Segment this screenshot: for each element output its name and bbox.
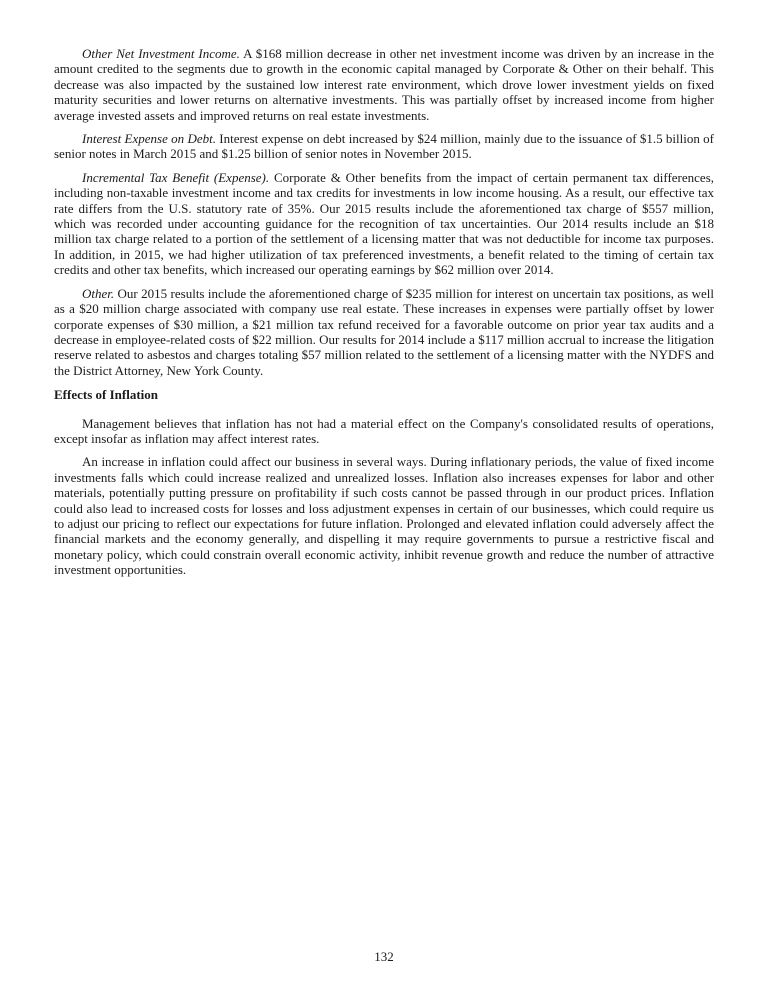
paragraph-text: Interest expense on debt increased by $24 million, mainly due to the issuance of $1.5 billion of senior notes in March 2015 and $1.25 billion of senior notes in November 2015. [54, 131, 715, 162]
paragraph-text: Our 2015 results include the aforementioned charge of $235 million for interest on uncertain tax positions, as well as a $20 million charge associated with company use real estate. These increases in expenses were partially offset by lower corporate expenses of $30 million, a $21 million tax refund received for a favorable outcome on prior year tax audits and a decrease in employee-related costs of $22 million. Our results for 2014 include a $117 million accrual to increase the litigation reserve related to asbestos and charges totaling $57 million related to the settlement of a licensing matter with the NYDFS and the District Attorney, New York County. [54, 285, 714, 378]
paragraph-other [54, 286, 714, 378]
paragraph-interest-expense-on-debt [54, 131, 714, 162]
paragraph-text: A $168 million decrease in other net investment income was driven by an increase in the amount credited to the segments due to growth in the economic capital managed by Corporate & Other on their behalf. This decrease was also impacted by the sustained low interest rate environment, which drove lower investment yields on fixed maturity securities and lower returns on alternative investments. This was partially offset by increased income from higher average invested assets and improved returns on real estate investments. [54, 46, 714, 123]
paragraph-other-net-investment-income [54, 46, 714, 123]
paragraph-text: Corporate & Other benefits from the impact of certain permanent tax differences, including non-taxable investment income and tax credits for investments in low income housing. As a result, our effective tax rate differs from the U.S. statutory rate of 35%. Our 2015 results include the aforementioned tax charge of $557 million, which was recorded under accounting guidance for the recognition of tax uncertainties. Our 2014 results include an $18 million tax charge related to a portion of the settlement of a licensing matter that was not deductible for income tax purposes. In addition, in 2015, we had higher utilization of tax preferenced investments, a benefit related to the timing of certain tax credits and other tax benefits, which increased our operating earnings by $62 million over 2014. [54, 169, 715, 278]
paragraph-lead: Other Net Investment Income. [82, 46, 240, 61]
paragraph-inflation-management-believes: Management believes that inflation has not had a material effect on the Company's consolidated results of operations, except insofar as inflation may affect interest rates. [54, 415, 714, 446]
paragraph-lead: Incremental Tax Benefit (Expense). [82, 169, 270, 185]
paragraph-lead: Other. [82, 285, 115, 301]
page-number: 132 [374, 949, 394, 964]
page-content [54, 46, 714, 586]
paragraph-incremental-tax-benefit [54, 170, 714, 278]
heading-effects-of-inflation: Effects of Inflation [54, 387, 158, 403]
paragraph-lead: Interest Expense on Debt. [82, 131, 216, 147]
paragraph-inflation-increase-effects: An increase in inflation could affect our business in several ways. During inflationary periods, the value of fixed income investments falls which could increase realized and unrealized losses. Inflation also increases expenses for labor and other materials, potentially putting pressure on profitability if such costs cannot be passed through in our product prices. Inflation could also lead to increased costs for losses and loss adjustment expenses in certain of our businesses, which could require us to adjust our pricing to reflect our expectations for future inflation. Prolonged and elevated inflation could adversely affect the financial markets and the economy generally, and dispelling it may require governments to pursue a restrictive fiscal and monetary policy, which could constrain overall economic activity, inhibit revenue growth and reduce the number of attractive investment opportunities. [54, 454, 714, 578]
